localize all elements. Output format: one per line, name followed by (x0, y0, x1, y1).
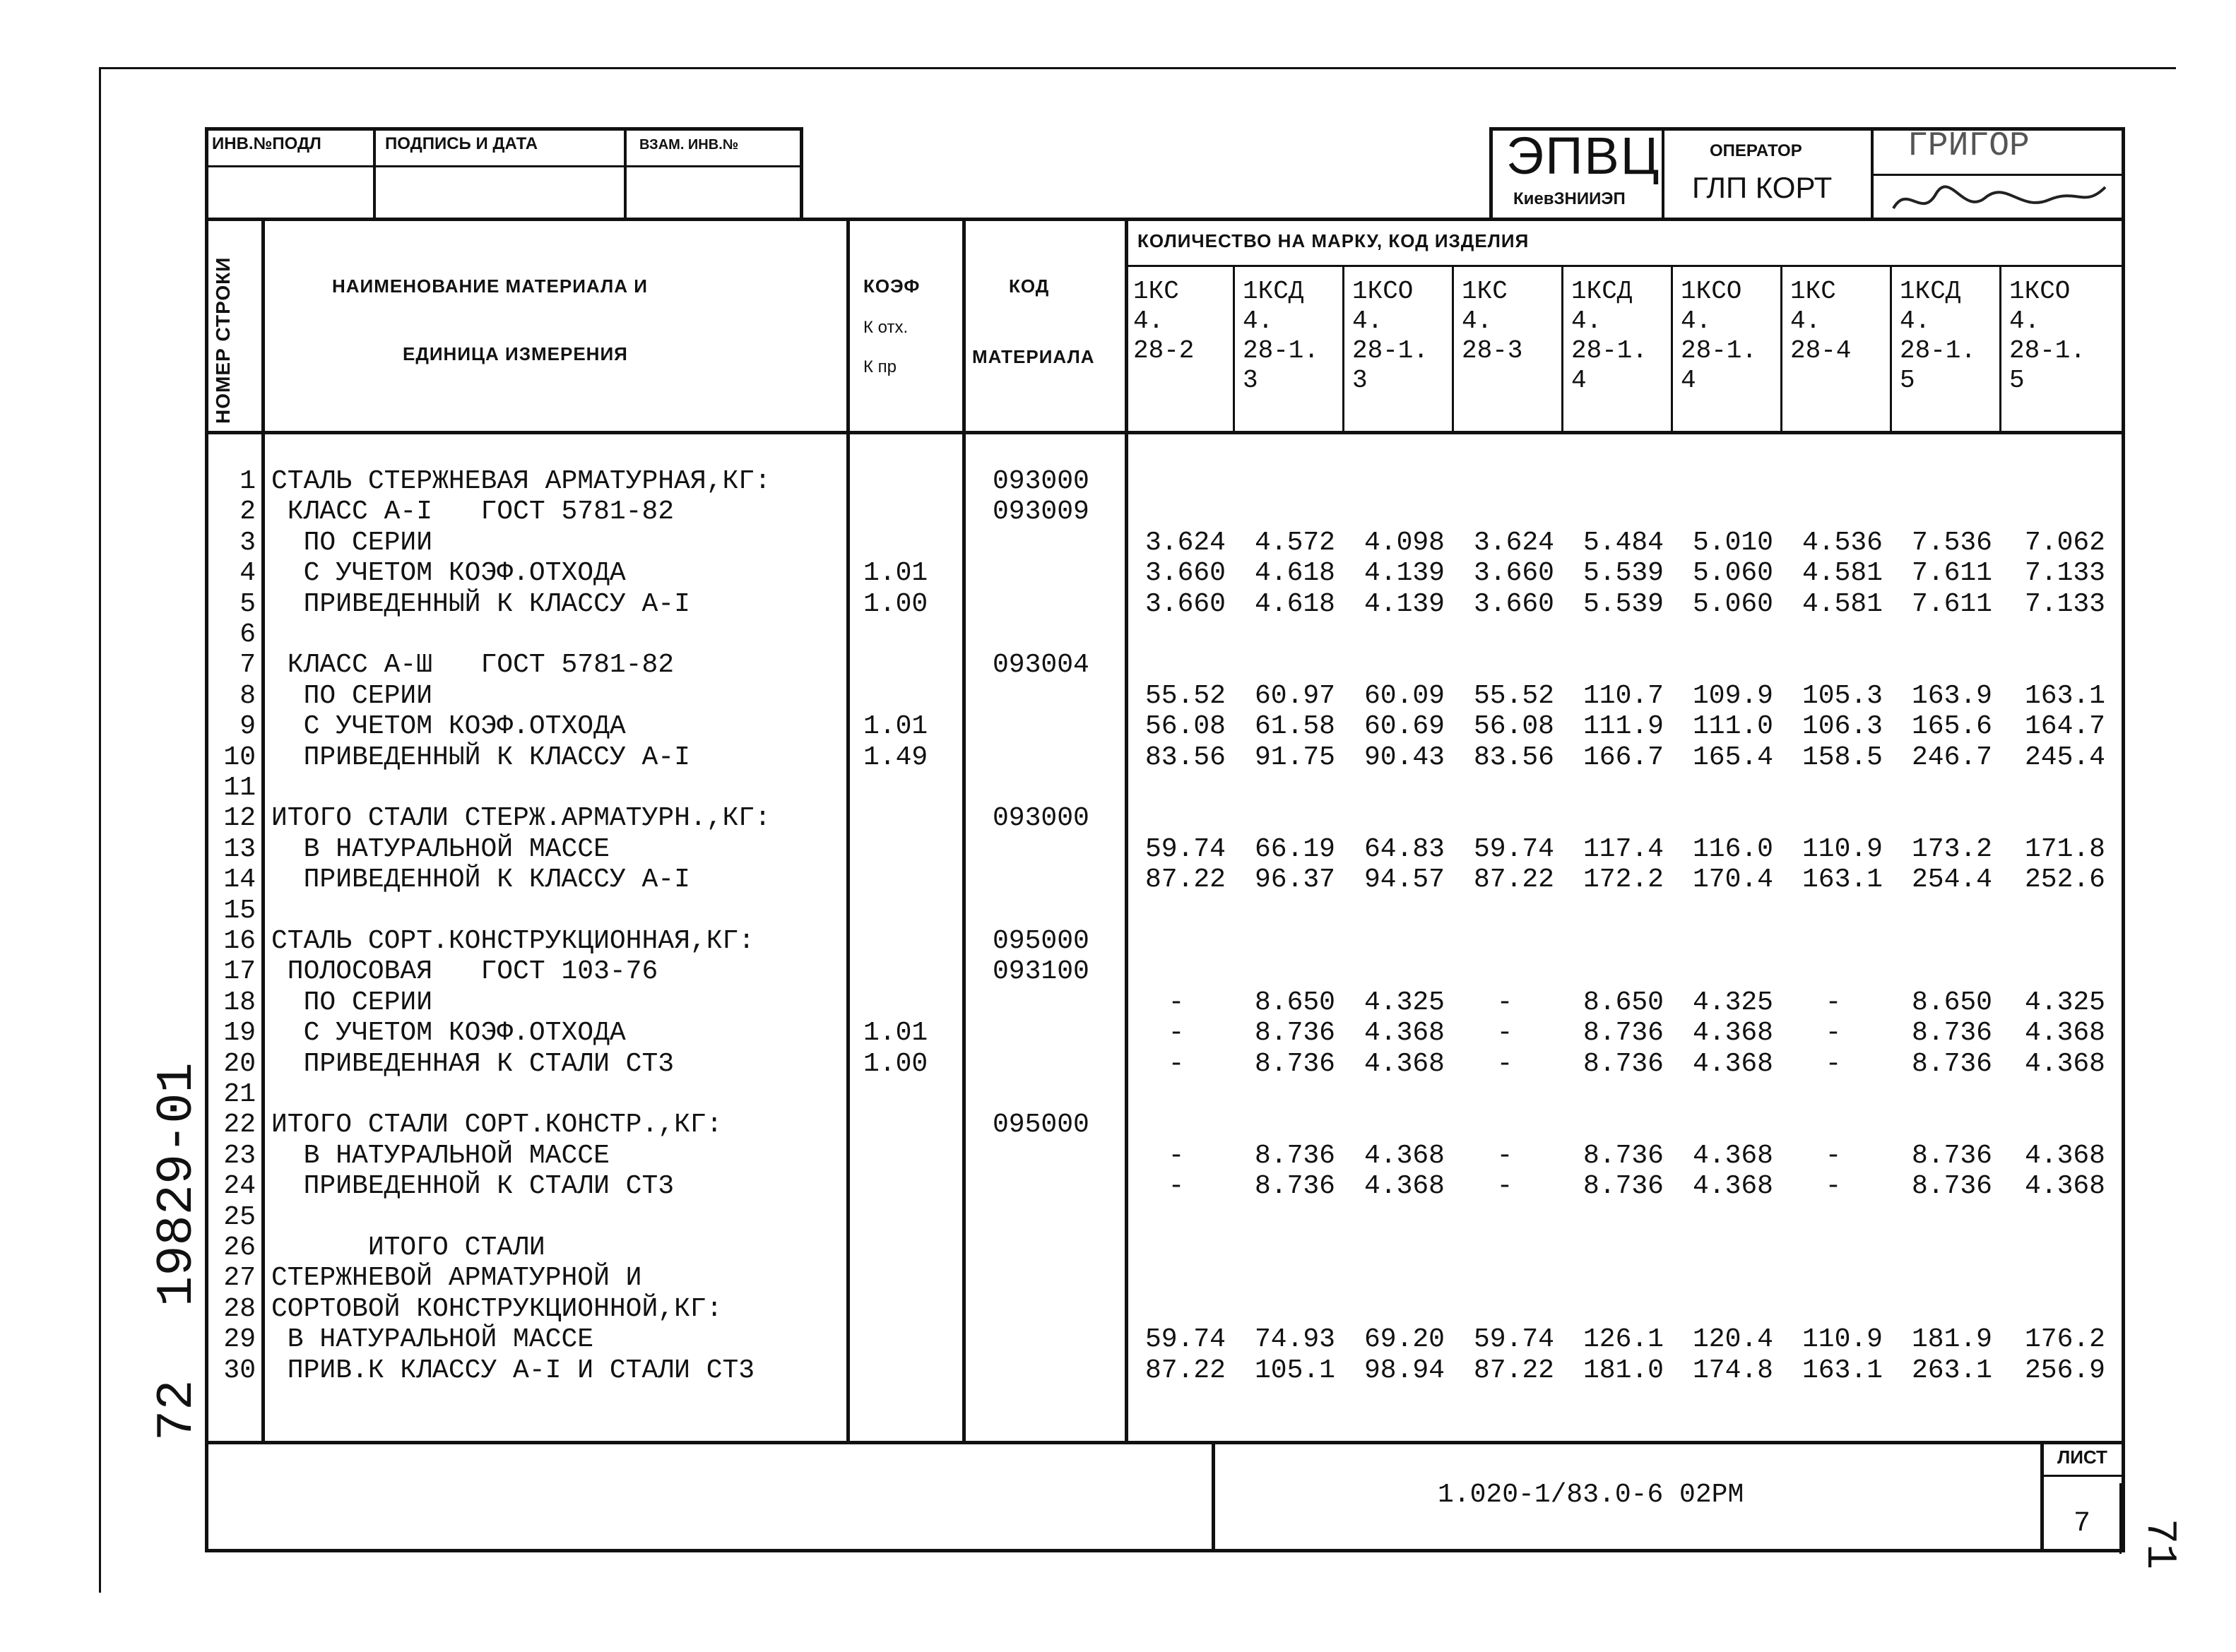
koef-header-line3: К пр (863, 357, 897, 376)
quantity-cell: 87.22 (1473, 1355, 1554, 1386)
quantity-cell: - (1496, 1018, 1513, 1049)
row-number: 18 (223, 987, 256, 1018)
material-name: ПРИВЕДЕННОЙ К КЛАССУ А-I (271, 864, 690, 896)
quantity-cell: 4.368 (1364, 1018, 1445, 1049)
material-name: С УЧЕТОМ КОЭФ.ОТХОДА (271, 558, 626, 589)
quantity-cell: 59.74 (1144, 833, 1226, 864)
row-number: 19 (223, 1018, 256, 1049)
row-number: 2 (239, 497, 256, 528)
quantity-cell: 105.3 (1802, 680, 1883, 711)
quantity-cell: 4.572 (1254, 527, 1335, 558)
koef-value: 1.49 (863, 742, 928, 773)
quantity-cell: 8.736 (1911, 1018, 1992, 1049)
quantity-cell: - (1168, 1140, 1185, 1171)
row-number: 21 (223, 1079, 256, 1110)
quantity-cell: 105.1 (1254, 1355, 1335, 1386)
product-code-header: 4 (1571, 366, 1587, 395)
quantity-cell: 8.736 (1254, 1018, 1335, 1049)
quantity-cell: 5.010 (1692, 527, 1773, 558)
quantity-cell: 4.325 (1364, 987, 1445, 1018)
quantity-cell: - (1825, 1048, 1842, 1079)
quantity-cell: 7.133 (2024, 588, 2105, 619)
quantity-cell: 252.6 (2024, 864, 2105, 896)
row-number: 11 (223, 773, 256, 803)
quantity-cell: 172.2 (1583, 864, 1664, 896)
podpis-data-label: ПОДПИСЬ И ДАТА (385, 134, 538, 153)
quantity-cell: 87.22 (1144, 1355, 1226, 1386)
material-name: С УЧЕТОМ КОЭФ.ОТХОДА (271, 711, 626, 742)
quantity-header: КОЛИЧЕСТВО НА МАРКУ, КОД ИЗДЕЛИЯ (1137, 230, 1530, 251)
material-code: 093004 (993, 650, 1089, 681)
row-number: 1 (239, 466, 256, 497)
product-code-header: 4. (2009, 307, 2040, 335)
material-name: ИТОГО СТАЛИ СТЕРЖ.АРМАТУРН.,КГ: (271, 803, 771, 834)
quantity-cell: 4.368 (2024, 1140, 2105, 1171)
quantity-cell: 3.624 (1473, 527, 1554, 558)
quantity-cell: 110.7 (1583, 680, 1664, 711)
material-name: ПРИВ.К КЛАССУ А-I И СТАЛИ СТ3 (271, 1355, 755, 1386)
quantity-cell: 87.22 (1473, 864, 1554, 896)
left-margin-page: 72 (148, 1379, 206, 1441)
material-header-line1: НАИМЕНОВАНИЕ МАТЕРИАЛА И (332, 275, 648, 297)
quantity-cell: 176.2 (2024, 1324, 2105, 1355)
row-number: 22 (223, 1110, 256, 1141)
quantity-cell: 3.660 (1473, 558, 1554, 589)
quantity-cell: - (1496, 987, 1513, 1018)
quantity-cell: 56.08 (1473, 711, 1554, 742)
sheet-label: ЛИСТ (2057, 1446, 2107, 1468)
product-code-header: 1КС (1462, 277, 1508, 306)
quantity-cell: 60.69 (1364, 711, 1445, 742)
quantity-cell: 55.52 (1144, 680, 1226, 711)
row-number: 7 (239, 650, 256, 681)
quantity-cell: 64.83 (1364, 833, 1445, 864)
code-header-line1: КОД (1009, 275, 1050, 297)
row-number: 29 (223, 1324, 256, 1355)
quantity-cell: 4.368 (1692, 1171, 1773, 1202)
product-code-header: 3 (1352, 366, 1368, 395)
quantity-cell: 7.062 (2024, 527, 2105, 558)
quantity-cell: 59.74 (1473, 1324, 1554, 1355)
quantity-cell: 165.6 (1911, 711, 1992, 742)
quantity-cell: 8.650 (1583, 987, 1664, 1018)
product-code-header: 4. (1571, 307, 1602, 335)
quantity-cell: 5.539 (1583, 558, 1664, 589)
product-code-header: 1КСО (2009, 277, 2071, 306)
product-code-header: 4 (1681, 366, 1696, 395)
quantity-cell: 7.133 (2024, 558, 2105, 589)
quantity-cell: - (1168, 1171, 1185, 1202)
koef-value: 1.01 (863, 711, 928, 742)
quantity-cell: 8.736 (1911, 1140, 1992, 1171)
quantity-cell: 254.4 (1911, 864, 1992, 896)
quantity-cell: 7.611 (1911, 558, 1992, 589)
quantity-cell: 8.736 (1583, 1140, 1664, 1171)
quantity-cell: - (1168, 987, 1185, 1018)
quantity-cell: 263.1 (1911, 1355, 1992, 1386)
org-sub: КиевЗНИИЭП (1513, 189, 1626, 208)
row-number: 3 (239, 527, 256, 558)
material-code: 095000 (993, 1110, 1089, 1141)
quantity-cell: - (1496, 1048, 1513, 1079)
quantity-cell: 56.08 (1144, 711, 1226, 742)
product-code-header: 28-2 (1133, 336, 1195, 365)
quantity-cell: 5.484 (1583, 527, 1664, 558)
quantity-cell: 4.618 (1254, 558, 1335, 589)
quantity-cell: 256.9 (2024, 1355, 2105, 1386)
row-number: 20 (223, 1048, 256, 1079)
product-code-header: 1КСО (1681, 277, 1742, 306)
material-code: 093100 (993, 956, 1089, 987)
row-number-header: НОМЕР СТРОКИ (212, 256, 234, 424)
product-code-header: 4. (1681, 307, 1712, 335)
quantity-cell: 4.139 (1364, 588, 1445, 619)
quantity-cell: 83.56 (1144, 742, 1226, 773)
row-number: 17 (223, 956, 256, 987)
quantity-cell: 94.57 (1364, 864, 1445, 896)
quantity-cell: 59.74 (1144, 1324, 1226, 1355)
material-name: СТЕРЖНЕВОЙ АРМАТУРНОЙ И (271, 1263, 642, 1294)
quantity-cell: 163.9 (1911, 680, 1992, 711)
quantity-cell: 170.4 (1692, 864, 1773, 896)
material-name: СОРТОВОЙ КОНСТРУКЦИОННОЙ,КГ: (271, 1293, 723, 1324)
quantity-cell: 8.736 (1911, 1048, 1992, 1079)
quantity-cell: 166.7 (1583, 742, 1664, 773)
signature-icon (1879, 180, 2112, 222)
quantity-cell: 4.368 (2024, 1171, 2105, 1202)
quantity-cell: 4.618 (1254, 588, 1335, 619)
operator-value: ГЛП КОРТ (1692, 171, 1833, 204)
quantity-cell: 4.368 (2024, 1018, 2105, 1049)
product-code-header: 1КС (1133, 277, 1179, 306)
product-code-header: 4. (1790, 307, 1821, 335)
quantity-cell: 110.9 (1802, 1324, 1883, 1355)
koef-header-line1: КОЭФ (863, 275, 921, 297)
quantity-cell: 4.368 (1692, 1048, 1773, 1079)
koef-value: 1.00 (863, 1048, 928, 1079)
row-number: 12 (223, 803, 256, 834)
quantity-cell: 106.3 (1802, 711, 1883, 742)
quantity-cell: 163.1 (2024, 680, 2105, 711)
material-name: ПРИВЕДЕННОЙ К СТАЛИ СТ3 (271, 1171, 675, 1202)
koef-value: 1.00 (863, 588, 928, 619)
code-header-line2: МАТЕРИАЛА (972, 346, 1095, 367)
product-code-header: 28-1. (1352, 336, 1429, 365)
quantity-cell: 110.9 (1802, 833, 1883, 864)
product-code-header: 28-1. (1681, 336, 1758, 365)
row-number: 14 (223, 864, 256, 896)
left-border-line (99, 67, 101, 1593)
koef-header-line2: К отх. (863, 318, 909, 337)
material-name: В НАТУРАЛЬНОЙ МАССЕ (271, 1324, 594, 1355)
product-code-header: 28-3 (1462, 336, 1523, 365)
quantity-cell: 4.368 (1364, 1140, 1445, 1171)
quantity-cell: 5.060 (1692, 558, 1773, 589)
quantity-cell: - (1496, 1171, 1513, 1202)
material-code: 093000 (993, 466, 1089, 497)
quantity-cell: 98.94 (1364, 1355, 1445, 1386)
quantity-cell: 163.1 (1802, 864, 1883, 896)
product-code-header: 28-1. (1571, 336, 1648, 365)
quantity-cell: 109.9 (1692, 680, 1773, 711)
vzam-inv-label: ВЗАМ. ИНВ.№ (639, 137, 739, 153)
material-name: ПРИВЕДЕННЫЙ К КЛАССУ А-I (271, 742, 690, 773)
material-name: КЛАСС А-Ш ГОСТ 5781-82 (271, 650, 675, 681)
right-margin-page: 71 (2135, 1519, 2183, 1570)
quantity-cell: 4.368 (1692, 1140, 1773, 1171)
material-name: В НАТУРАЛЬНОЙ МАССЕ (271, 1140, 610, 1171)
material-code: 095000 (993, 926, 1089, 956)
product-code-header: 1КСД (1243, 277, 1304, 306)
row-number: 5 (239, 588, 256, 619)
quantity-cell: 165.4 (1692, 742, 1773, 773)
quantity-cell: 181.0 (1583, 1355, 1664, 1386)
material-name: С УЧЕТОМ КОЭФ.ОТХОДА (271, 1018, 626, 1049)
quantity-cell: 5.060 (1692, 588, 1773, 619)
operator-label: ОПЕРАТОР (1710, 141, 1802, 160)
quantity-cell: 245.4 (2024, 742, 2105, 773)
material-name: ИТОГО СТАЛИ (271, 1232, 545, 1263)
product-code-header: 5 (1900, 366, 1915, 395)
material-name: СТАЛЬ СОРТ.КОНСТРУКЦИОННАЯ,КГ: (271, 926, 755, 956)
quantity-cell: 4.368 (1364, 1048, 1445, 1079)
top-border-line (99, 67, 2176, 69)
quantity-cell: 74.93 (1254, 1324, 1335, 1355)
quantity-cell: - (1825, 987, 1842, 1018)
quantity-cell: 8.736 (1583, 1171, 1664, 1202)
quantity-cell: - (1496, 1140, 1513, 1171)
quantity-cell: 164.7 (2024, 711, 2105, 742)
material-name: СТАЛЬ СТЕРЖНЕВАЯ АРМАТУРНАЯ,КГ: (271, 466, 771, 497)
quantity-cell: 4.536 (1802, 527, 1883, 558)
quantity-cell: 3.660 (1144, 558, 1226, 589)
quantity-cell: 246.7 (1911, 742, 1992, 773)
quantity-cell: 8.736 (1583, 1018, 1664, 1049)
quantity-cell: 4.098 (1364, 527, 1445, 558)
product-code-header: 28-1. (2009, 336, 2086, 365)
row-number: 16 (223, 926, 256, 956)
row-number: 28 (223, 1293, 256, 1324)
row-number: 23 (223, 1140, 256, 1171)
quantity-cell: 8.650 (1254, 987, 1335, 1018)
row-number: 24 (223, 1171, 256, 1202)
quantity-cell: 171.8 (2024, 833, 2105, 864)
row-number: 8 (239, 680, 256, 711)
material-name: ПО СЕРИИ (271, 987, 433, 1018)
quantity-cell: 66.19 (1254, 833, 1335, 864)
quantity-cell: - (1168, 1048, 1185, 1079)
material-name: ПО СЕРИИ (271, 680, 433, 711)
quantity-cell: 83.56 (1473, 742, 1554, 773)
quantity-cell: 111.9 (1583, 711, 1664, 742)
material-name: ПРИВЕДЕННАЯ К СТАЛИ СТ3 (271, 1048, 675, 1079)
quantity-cell: 4.581 (1802, 558, 1883, 589)
material-name: В НАТУРАЛЬНОЙ МАССЕ (271, 833, 610, 864)
quantity-cell: 116.0 (1692, 833, 1773, 864)
material-name: ИТОГО СТАЛИ СОРТ.КОНСТР.,КГ: (271, 1110, 723, 1141)
quantity-cell: 8.736 (1254, 1140, 1335, 1171)
product-code-header: 28-1. (1243, 336, 1320, 365)
koef-value: 1.01 (863, 558, 928, 589)
quantity-cell: 173.2 (1911, 833, 1992, 864)
row-number: 27 (223, 1263, 256, 1294)
product-code-header: 28-1. (1900, 336, 1977, 365)
product-code-header: 4. (1900, 307, 1931, 335)
quantity-cell: - (1825, 1140, 1842, 1171)
quantity-cell: 60.09 (1364, 680, 1445, 711)
quantity-cell: - (1825, 1018, 1842, 1049)
quantity-cell: 61.58 (1254, 711, 1335, 742)
left-margin-number: 19829-01 (148, 1062, 206, 1307)
row-number: 10 (223, 742, 256, 773)
product-code-header: 4. (1243, 307, 1274, 335)
quantity-cell: 163.1 (1802, 1355, 1883, 1386)
quantity-cell: 126.1 (1583, 1324, 1664, 1355)
product-code-header: 1КСД (1900, 277, 1961, 306)
quantity-cell: - (1168, 1018, 1185, 1049)
quantity-cell: 4.325 (1692, 987, 1773, 1018)
org-name: ЭПВЦ (1506, 126, 1661, 185)
quantity-cell: 158.5 (1802, 742, 1883, 773)
product-code-header: 1КС (1790, 277, 1836, 306)
row-number: 30 (223, 1355, 256, 1386)
quantity-cell: 174.8 (1692, 1355, 1773, 1386)
material-code: 093000 (993, 803, 1089, 834)
quantity-cell: - (1825, 1171, 1842, 1202)
product-code-header: 4. (1133, 307, 1164, 335)
koef-value: 1.01 (863, 1018, 928, 1049)
product-code-header: 1КСД (1571, 277, 1633, 306)
quantity-cell: 3.624 (1144, 527, 1226, 558)
material-header-line2: ЕДИНИЦА ИЗМЕРЕНИЯ (403, 343, 628, 364)
quantity-cell: 7.536 (1911, 527, 1992, 558)
quantity-cell: 90.43 (1364, 742, 1445, 773)
product-code-header: 4. (1352, 307, 1383, 335)
quantity-cell: 4.325 (2024, 987, 2105, 1018)
quantity-cell: 55.52 (1473, 680, 1554, 711)
quantity-cell: 8.736 (1583, 1048, 1664, 1079)
quantity-cell: 4.368 (2024, 1048, 2105, 1079)
material-name: КЛАСС А-I ГОСТ 5781-82 (271, 497, 675, 528)
doc-code: 1.020-1/83.0-6 02РМ (1438, 1480, 1744, 1510)
quantity-cell: 60.97 (1254, 680, 1335, 711)
row-number: 26 (223, 1232, 256, 1263)
quantity-cell: 96.37 (1254, 864, 1335, 896)
product-code-header: 28-4 (1790, 336, 1852, 365)
quantity-cell: 8.736 (1254, 1171, 1335, 1202)
inv-podl-label: ИНВ.№ПОДЛ (212, 134, 321, 153)
row-number: 6 (239, 619, 256, 650)
material-code: 093009 (993, 497, 1089, 528)
quantity-cell: 4.368 (1364, 1171, 1445, 1202)
row-number: 13 (223, 833, 256, 864)
material-name: ПО СЕРИИ (271, 527, 433, 558)
quantity-cell: 181.9 (1911, 1324, 1992, 1355)
quantity-cell: 69.20 (1364, 1324, 1445, 1355)
product-code-header: 3 (1243, 366, 1258, 395)
sheet-number: 7 (2074, 1508, 2091, 1540)
quantity-cell: 8.736 (1911, 1171, 1992, 1202)
row-number: 9 (239, 711, 256, 742)
product-code-header: 4. (1462, 307, 1493, 335)
product-code-header: 1КСО (1352, 277, 1414, 306)
quantity-cell: 111.0 (1692, 711, 1773, 742)
row-number: 4 (239, 558, 256, 589)
quantity-cell: 4.581 (1802, 588, 1883, 619)
quantity-cell: 120.4 (1692, 1324, 1773, 1355)
quantity-cell: 8.736 (1254, 1048, 1335, 1079)
quantity-cell: 4.139 (1364, 558, 1445, 589)
material-name: ПОЛОСОВАЯ ГОСТ 103-76 (271, 956, 658, 987)
quantity-cell: 87.22 (1144, 864, 1226, 896)
quantity-cell: 117.4 (1583, 833, 1664, 864)
quantity-cell: 8.650 (1911, 987, 1992, 1018)
quantity-cell: 4.368 (1692, 1018, 1773, 1049)
row-number: 25 (223, 1201, 256, 1232)
quantity-cell: 5.539 (1583, 588, 1664, 619)
row-number: 15 (223, 895, 256, 926)
quantity-cell: 91.75 (1254, 742, 1335, 773)
quantity-cell: 3.660 (1473, 588, 1554, 619)
quantity-cell: 59.74 (1473, 833, 1554, 864)
product-code-header: 5 (2009, 366, 2025, 395)
material-name: ПРИВЕДЕННЫЙ К КЛАССУ А-I (271, 588, 690, 619)
name-handwritten: ГРИГОР (1907, 127, 2030, 165)
quantity-cell: 7.611 (1911, 588, 1992, 619)
quantity-cell: 3.660 (1144, 588, 1226, 619)
